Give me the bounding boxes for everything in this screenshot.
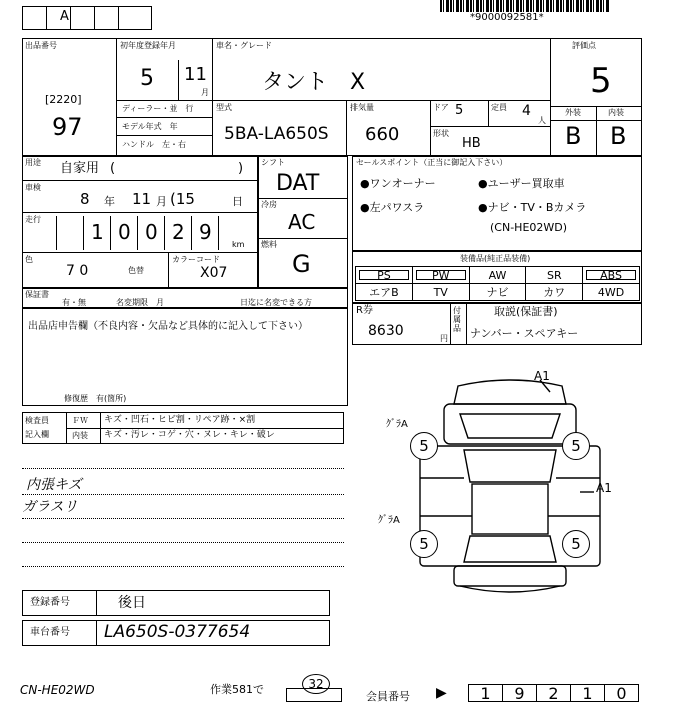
fuel-label: 燃料 (261, 240, 277, 249)
footer-mid-text: 作業581で (210, 683, 264, 696)
mileage-digit: 1 (91, 220, 104, 244)
equipment-item: TV (412, 283, 470, 301)
seq-digit: 2 (536, 684, 571, 702)
grade-label: 評価点 (572, 41, 596, 50)
chassis-label: 車台番号 (30, 627, 70, 638)
inspection-year: 8 (80, 190, 90, 208)
exterior-label: 外装 (565, 108, 581, 117)
first-reg-year: 5 (140, 66, 154, 91)
capacity-unit: 人 (538, 116, 546, 125)
recycle-label: 保証書 (25, 290, 49, 299)
diagram-top-mark: A1 (534, 369, 550, 383)
displacement-value: 660 (365, 124, 400, 145)
legend-fw-text: キズ・凹石・ヒビ割・リペア跡・×割 (104, 415, 256, 425)
lot-label: 出品番号 (25, 41, 57, 50)
shift-value: DAT (276, 171, 320, 196)
barcode (440, 0, 610, 12)
body-shape-value: HB (462, 136, 481, 151)
main-form (22, 38, 642, 156)
r-fee-value: 8630 (368, 323, 404, 339)
first-reg-month: 11 (184, 64, 207, 85)
sales-point: ●左パワスラ (360, 201, 425, 214)
inspection-month-unit: 月 (156, 195, 167, 208)
repair-label: 修復歴 有(箇所) (64, 394, 127, 403)
diagram-side-mark: A1 (596, 481, 612, 495)
capacity-value: 4 (522, 103, 531, 119)
usage-paren-open: ( (110, 161, 116, 176)
registration-value: 後日 (118, 595, 146, 611)
doors-value: 5 (455, 103, 464, 118)
lot-number: 97 (52, 113, 83, 141)
car-name-value: タント X (262, 70, 366, 95)
mileage-digit: 9 (199, 220, 212, 244)
legend-interior-label: 内装 (72, 431, 88, 440)
footer-arrow-icon: ▶ (436, 685, 447, 701)
capacity-label: 定員 (491, 103, 507, 112)
seq-digit: 1 (570, 684, 605, 702)
sales-point: ●ナビ・TV・Bカメラ (478, 201, 587, 214)
aircon-value: AC (288, 210, 316, 234)
equipment-item: カワ (525, 283, 583, 301)
equipment-item: SR (525, 266, 583, 284)
handle-label: ハンドル 左・右 (122, 140, 186, 149)
top-box-mark: A (60, 9, 69, 24)
mileage-digit: 0 (145, 220, 158, 244)
legend-label-1: 検査員 (25, 416, 49, 425)
equipment-item: ABS (582, 266, 640, 284)
barcode-text: *9000092581* (470, 12, 544, 23)
r-fee-unit: 円 (440, 334, 448, 343)
dealer-label: ディーラー・並 行 (122, 104, 194, 113)
inspection-label: 車検 (25, 183, 41, 192)
footer-left-text: CN-HE02WD (20, 683, 95, 697)
inspection-year-unit: 年 (104, 195, 115, 208)
inspector-note-2: ガラスリ (22, 499, 78, 515)
mileage-label: 走行 (25, 215, 41, 224)
sales-point: (CN-HE02WD) (490, 221, 568, 234)
accessories-line2: ナンバー・スペアキー (470, 327, 579, 340)
legend-fw-label: ＦＷ (72, 416, 88, 425)
shift-label: シフト (261, 158, 285, 167)
recycle-owner-label: 有・無 (62, 298, 86, 307)
mileage-digit: 0 (118, 220, 131, 244)
color-label: 色 (25, 255, 33, 264)
color-value: 7 0 (66, 263, 89, 279)
sales-point: ●ワンオーナー (360, 177, 436, 190)
first-reg-month-unit: 月 (201, 88, 209, 97)
mileage-unit: km (232, 240, 245, 249)
tire-front-right: 5 (562, 432, 590, 460)
top-left-code-box (22, 6, 152, 30)
grade-value: 5 (590, 61, 612, 101)
color-change-label: 色替 (128, 266, 144, 275)
interior-value: B (610, 122, 627, 150)
tire-fl-label: ｸﾞﾗA (386, 419, 408, 430)
seq-digit: 9 (502, 684, 537, 702)
mileage-digits (56, 216, 228, 250)
tire-rear-right: 5 (562, 530, 590, 558)
exterior-value: B (565, 122, 582, 150)
mileage-digit: 2 (172, 220, 185, 244)
recycle-transfer-label: 名変期限 月 (116, 298, 164, 307)
equipment-item: ナビ (469, 283, 527, 301)
body-shape-label: 形状 (433, 129, 449, 138)
seq-digit: 0 (604, 684, 639, 702)
legend-interior-text: キズ・汚レ・コゲ・穴・ヌレ・キレ・破レ (104, 430, 275, 440)
equipment-item: PW (412, 266, 470, 284)
inspector-note-1: 内張キズ (26, 477, 82, 493)
sales-points-label: セールスポイント（正当に御記入下さい） (356, 158, 508, 167)
footer-circled-number: 32 (302, 674, 330, 694)
equipment-label: 装備品(純正品装備) (460, 254, 531, 263)
equipment-item: 4WD (582, 283, 640, 301)
recycle-deadline-label: 日迄に名変できる方 (240, 298, 312, 307)
aircon-label: 冷房 (261, 200, 277, 209)
inspection-day-unit: 日 (232, 195, 243, 208)
tire-front-left: 5 (410, 432, 438, 460)
equipment-item: AW (469, 266, 527, 284)
tire-rear-left: 5 (410, 530, 438, 558)
usage-paren-close: ) (238, 161, 244, 176)
usage-label: 用途 (25, 158, 41, 167)
equipment-item: エアB (355, 283, 413, 301)
lot-code: [2220] (45, 93, 82, 106)
color-code: X07 (200, 265, 228, 281)
color-code-label: カラーコード (172, 255, 220, 264)
registration-label: 登録番号 (30, 597, 70, 608)
sales-point: ●ユーザー買取車 (478, 177, 565, 190)
seq-digit: 1 (468, 684, 503, 702)
footer-seq-digits (468, 684, 638, 702)
fuel-value: G (292, 250, 311, 278)
equipment-grid (355, 266, 639, 300)
notes-label: 出品店申告欄（不良内容・欠品など具体的に記入して下さい） (28, 321, 308, 332)
inspection-day: (15 (170, 190, 195, 208)
accessories-line1: 取説(保証書) (494, 305, 558, 318)
doors-label: ドア (433, 103, 449, 112)
tire-rl-label: ｸﾞﾗA (378, 515, 400, 526)
accessories-label: 付属品 (453, 306, 461, 333)
usage-value: 自家用 (60, 161, 100, 176)
first-reg-label: 初年度登録年月 (120, 41, 176, 50)
car-name-label: 車名・グレード (216, 41, 272, 50)
equipment-item: PS (355, 266, 413, 284)
model-year-label: モデル年式 年 (122, 122, 178, 131)
inspection-month: 11 (132, 190, 152, 208)
r-fee-label: R券 (356, 305, 373, 316)
chassis-value: LA650S-0377654 (104, 622, 251, 642)
legend-label-2: 記入欄 (25, 430, 49, 439)
model-label: 型式 (216, 103, 232, 112)
model-value: 5BA-LA650S (224, 124, 329, 144)
displacement-label: 排気量 (350, 103, 374, 112)
interior-label: 内装 (608, 108, 624, 117)
footer-seq-label: 会員番号 (366, 690, 410, 703)
